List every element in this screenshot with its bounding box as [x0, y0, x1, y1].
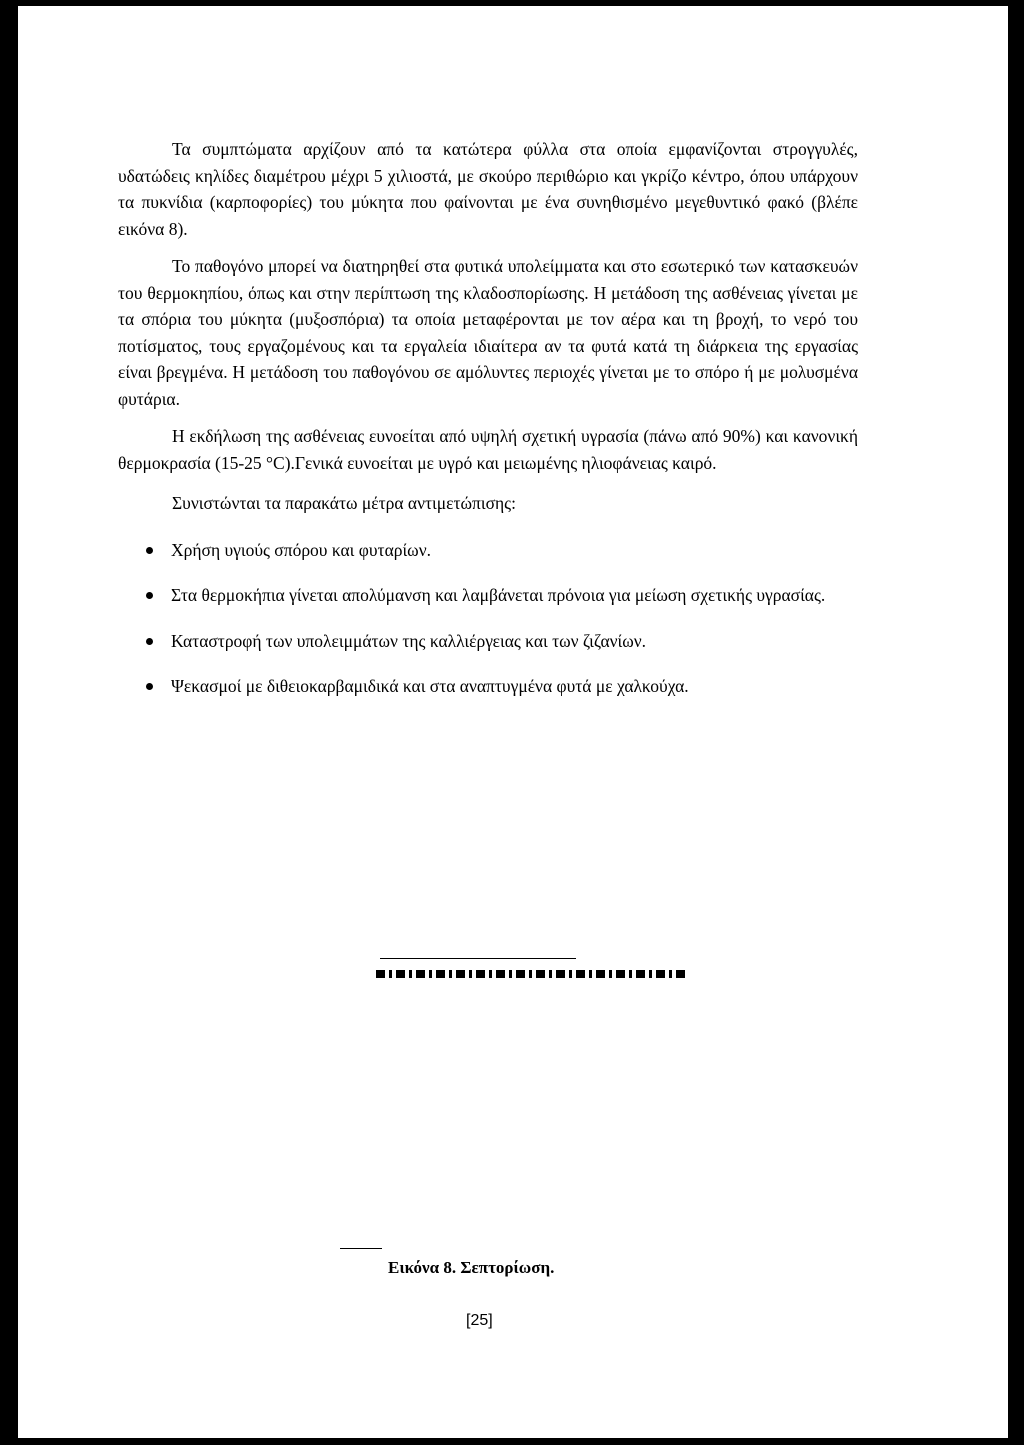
measure-item — [118, 537, 858, 564]
bullet-icon — [146, 638, 153, 645]
measure-text: Καταστροφή των υπολειμμάτων της καλλιέργειας και των ζιζανίων. — [171, 630, 647, 651]
paragraph-symptoms: Τα συμπτώματα αρχίζουν από τα κατώτερα φύλλα στα οποία εμφανίζονται στρογγυλές, υδατώδεις κηλίδες διαμέτρου μέχρι 5 χιλιοστά, με σκούρο περιθώριο και γκρίζο κέντρο, όπου υπάρχουν τα πυκνίδια (καρποφορίες) του μύκητα που φαίνονται με ένα συνηθισμένο μεγεθυντικό φακό (βλέπε εικόνα 8). — [118, 139, 858, 239]
figure-caption: Εικόνα 8. Σεπτορίωση. — [388, 1258, 555, 1277]
paragraph-conditions: Η εκδήλωση της ασθένειας ευνοείται από υψηλή σχετική υγρασία (πάνω από 90%) και κανονική θερμοκρασία (15-25 °C).Γενικά ευνοείται με υγρό και μειωμένης ηλιοφάνειας καιρό. — [118, 426, 858, 473]
bullet-icon — [146, 683, 153, 690]
page-number: [25] — [466, 1312, 493, 1329]
scan-artifact-dashes — [376, 970, 688, 978]
scan-artifact-line — [340, 1248, 382, 1249]
measure-text: Στα θερμοκήπια γίνεται απολύμανση και λαμβάνεται πρόνοια για μείωση σχετικής υγρασίας. — [171, 585, 826, 605]
measure-item — [118, 582, 858, 609]
document-body — [118, 136, 858, 719]
measures-intro: Συνιστώνται τα παρακάτω μέτρα αντιμετώπισης: — [172, 493, 516, 513]
scan-artifact-line — [380, 958, 576, 959]
measures-list — [118, 537, 858, 700]
bullet-icon — [146, 592, 153, 599]
document-page — [18, 6, 1008, 1438]
paragraph-transmission: Το παθογόνο μπορεί να διατηρηθεί στα φυτικά υπολείμματα και στο εσωτερικό των κατασκευών του θερμοκηπίου, όπως και στην περίπτωση της κλαδοσπορίωσης. Η μετάδοση της ασθένειας γίνεται με τα σπόρια του μύκητα (μυξοσπόρια) τα οποία μεταφέρονται με τον αέρα και τη βροχή, το νερό του ποτίσματος, τους εργαζομένους και τα εργαλεία ιδιαίτερα αν τα φυτά κατά τη διάρκεια της εργασίας είναι βρεγμένα. Η μετάδοση του παθογόνου σε αμόλυντες περιοχές γίνεται με το σπόρο ή με μολυσμένα φυτάρια. — [118, 256, 858, 409]
bullet-icon — [146, 547, 153, 554]
measure-text: Χρήση υγιούς σπόρου και φυταρίων. — [171, 539, 431, 560]
measure-item — [118, 628, 858, 655]
measure-text: Ψεκασμοί με διθειοκαρβαμιδικά και στα αναπτυγμένα φυτά με χαλκούχα. — [171, 676, 689, 696]
measure-item — [118, 673, 858, 700]
